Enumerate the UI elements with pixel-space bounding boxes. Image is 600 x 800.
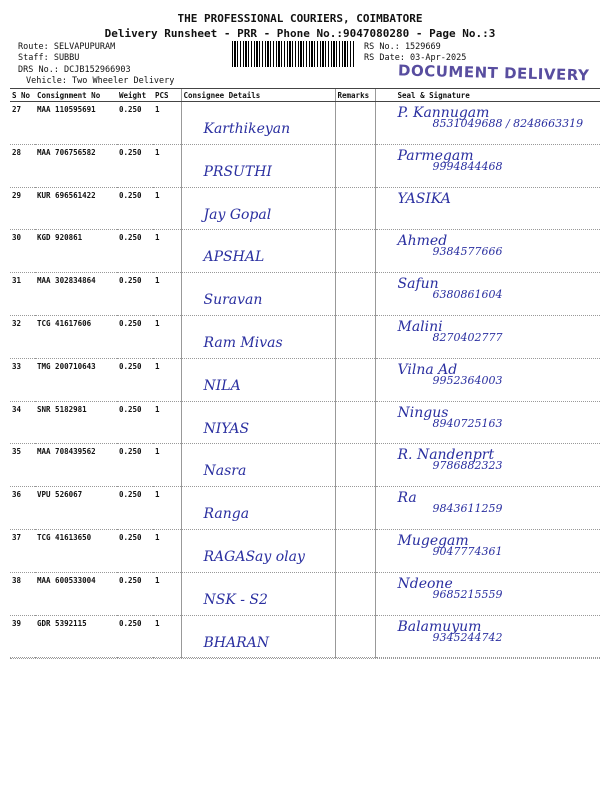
table-row	[10, 315, 600, 358]
table-row	[10, 358, 600, 401]
table-bottom-rule	[10, 658, 600, 659]
handwritten-phone: 6380861604	[432, 288, 503, 302]
staff-label: Staff: SUBBU	[18, 53, 80, 63]
row-remarks	[335, 187, 375, 230]
row-sno: 30	[10, 230, 35, 273]
row-signature-cell	[375, 358, 600, 401]
row-weight: 0.250	[117, 102, 153, 145]
row-consignee-cell	[181, 144, 335, 187]
signature: Vilna Ad	[397, 361, 458, 378]
row-consignment: SNR 5182981	[35, 401, 117, 444]
row-sno: 36	[10, 487, 35, 530]
row-weight: 0.250	[117, 487, 153, 530]
row-signature-cell	[375, 230, 600, 273]
row-signature-cell	[375, 102, 600, 145]
row-remarks	[335, 401, 375, 444]
row-remarks	[335, 444, 375, 487]
row-consignment: MAA 110595691	[35, 102, 117, 145]
handwritten-phone: 9345244742	[432, 630, 503, 644]
row-consignee-cell	[181, 315, 335, 358]
row-remarks	[335, 572, 375, 615]
row-consignment: KGD 920861	[35, 230, 117, 273]
handwritten-phone: 8270402777	[432, 330, 503, 344]
handwritten-phone: 9047774361	[432, 544, 503, 558]
row-remarks	[335, 487, 375, 530]
rs-number: RS No.: 1529669	[364, 42, 441, 52]
handwritten-phone: 9384577666	[432, 245, 503, 259]
drs-label: DRS No.: DCJB152966903	[18, 65, 131, 75]
row-signature-cell	[375, 572, 600, 615]
row-sno: 38	[10, 572, 35, 615]
row-consignment: MAA 706756582	[35, 144, 117, 187]
company-title: THE PROFESSIONAL COURIERS, COIMBATORE	[177, 12, 423, 25]
row-remarks	[335, 230, 375, 273]
handwritten-phone: 9685215559	[432, 587, 503, 601]
row-sno: 33	[10, 358, 35, 401]
table-row	[10, 102, 600, 145]
vehicle-label: Vehicle: Two Wheeler Delivery	[26, 76, 175, 86]
row-signature-cell	[375, 487, 600, 530]
table-row	[10, 401, 600, 444]
consignee-handwritten-name: PRSUTHI	[203, 163, 272, 180]
handwritten-phone: 9994844468	[432, 159, 503, 173]
row-remarks	[335, 144, 375, 187]
row-sno: 34	[10, 401, 35, 444]
row-consignee-cell	[181, 401, 335, 444]
row-consignee-cell	[181, 615, 335, 658]
row-sno: 28	[10, 144, 35, 187]
row-pcs: 1	[153, 102, 181, 145]
row-signature-cell	[375, 315, 600, 358]
row-weight: 0.250	[117, 273, 153, 316]
signature: YASIKA	[397, 190, 451, 207]
consignee-handwritten-name: NSK - S2	[203, 591, 268, 608]
consignee-handwritten-name: NIYAS	[203, 420, 250, 437]
row-signature-cell	[375, 144, 600, 187]
consignee-handwritten-name: Suravan	[203, 292, 263, 309]
row-remarks	[335, 615, 375, 658]
row-consignee-cell	[181, 273, 335, 316]
row-pcs: 1	[153, 358, 181, 401]
row-consignment: MAA 708439562	[35, 444, 117, 487]
row-remarks	[335, 102, 375, 145]
consignee-handwritten-name: APSHAL	[203, 249, 265, 266]
table-row	[10, 529, 600, 572]
table-row	[10, 487, 600, 530]
row-sno: 35	[10, 444, 35, 487]
row-consignee-cell	[181, 230, 335, 273]
row-consignment: VPU 526067	[35, 487, 117, 530]
handwritten-phone: 8940725163	[432, 416, 503, 430]
row-signature-cell	[375, 273, 600, 316]
consignee-handwritten-name: Jay Gopal	[203, 206, 272, 223]
row-remarks	[335, 358, 375, 401]
handwritten-phone: 9786882323	[432, 459, 503, 473]
row-signature-cell	[375, 401, 600, 444]
row-consignment: MAA 302834864	[35, 273, 117, 316]
col-remarks: Remarks	[335, 89, 375, 102]
consignee-handwritten-name: Ranga	[203, 506, 250, 523]
row-sno: 37	[10, 529, 35, 572]
signature: Parmegam	[397, 147, 474, 164]
row-consignment: KUR 696561422	[35, 187, 117, 230]
signature: Safun	[397, 276, 439, 293]
row-pcs: 1	[153, 273, 181, 316]
row-remarks	[335, 315, 375, 358]
consignee-handwritten-name: BHARAN	[203, 634, 270, 651]
row-pcs: 1	[153, 401, 181, 444]
table-row	[10, 144, 600, 187]
row-weight: 0.250	[117, 529, 153, 572]
table-row	[10, 615, 600, 658]
row-pcs: 1	[153, 315, 181, 358]
table-row	[10, 572, 600, 615]
table-header-row	[10, 89, 600, 102]
col-pcs: PCS	[153, 89, 181, 102]
row-weight: 0.250	[117, 401, 153, 444]
col-weight: Weight	[117, 89, 153, 102]
row-weight: 0.250	[117, 358, 153, 401]
signature: P. Kannugam	[397, 105, 490, 121]
row-weight: 0.250	[117, 444, 153, 487]
row-pcs: 1	[153, 444, 181, 487]
signature: R. Nandenprt	[397, 447, 495, 464]
row-sno: 27	[10, 102, 35, 145]
runsheet-subtitle: Delivery Runsheet - PRR - Phone No.:9047080280 - Page No.:3	[104, 27, 496, 40]
row-consignment: MAA 600533004	[35, 572, 117, 615]
row-sno: 31	[10, 273, 35, 316]
row-signature-cell	[375, 187, 600, 230]
route-label: Route: SELVAPUPURAM	[18, 42, 116, 52]
consignee-handwritten-name: RAGASay olay	[203, 548, 305, 565]
row-consignee-cell	[181, 187, 335, 230]
handwritten-phone: 8531049688 / 8248663319	[432, 117, 584, 130]
row-weight: 0.250	[117, 144, 153, 187]
row-signature-cell	[375, 444, 600, 487]
row-weight: 0.250	[117, 230, 153, 273]
handwritten-phone: 9843611259	[432, 502, 503, 516]
row-signature-cell	[375, 615, 600, 658]
consignee-handwritten-name: Karthikeyan	[203, 121, 291, 137]
row-consignment: GDR 5392115	[35, 615, 117, 658]
row-pcs: 1	[153, 529, 181, 572]
row-consignee-cell	[181, 572, 335, 615]
row-weight: 0.250	[117, 572, 153, 615]
row-consignee-cell	[181, 358, 335, 401]
row-consignment: TCG 41613650	[35, 529, 117, 572]
row-sno: 39	[10, 615, 35, 658]
signature: Ahmed	[397, 233, 448, 250]
row-pcs: 1	[153, 144, 181, 187]
row-pcs: 1	[153, 487, 181, 530]
row-weight: 0.250	[117, 615, 153, 658]
barcode	[232, 41, 354, 67]
consignee-handwritten-name: Nasra	[203, 463, 247, 480]
signature: Ningus	[397, 404, 449, 421]
signature: Ndeone	[397, 575, 453, 592]
col-signature: Seal & Signature	[375, 89, 600, 102]
row-consignee-cell	[181, 444, 335, 487]
row-remarks	[335, 529, 375, 572]
row-weight: 0.250	[117, 315, 153, 358]
row-sno: 32	[10, 315, 35, 358]
signature: Mugegam	[397, 532, 469, 549]
row-consignment: TCG 41617606	[35, 315, 117, 358]
row-consignee-cell	[181, 102, 335, 145]
row-consignee-cell	[181, 487, 335, 530]
col-consignee: Consignee Details	[181, 89, 335, 102]
row-weight: 0.250	[117, 187, 153, 230]
col-consignment: Consignment No	[35, 89, 117, 102]
row-remarks	[335, 273, 375, 316]
row-pcs: 1	[153, 187, 181, 230]
signature: Balamuyum	[397, 618, 482, 635]
consignee-handwritten-name: Ram Mivas	[203, 334, 283, 351]
row-consignee-cell	[181, 529, 335, 572]
signature: Ra	[397, 490, 417, 507]
col-sno: S No	[10, 89, 35, 102]
row-pcs: 1	[153, 572, 181, 615]
consignee-handwritten-name: NILA	[203, 377, 241, 394]
table-row	[10, 187, 600, 230]
row-sno: 29	[10, 187, 35, 230]
rs-date: RS Date: 03-Apr-2025	[364, 53, 467, 63]
runsheet-table	[10, 88, 600, 658]
row-pcs: 1	[153, 615, 181, 658]
handwritten-phone: 9952364003	[432, 373, 503, 387]
row-pcs: 1	[153, 230, 181, 273]
table-row	[10, 273, 600, 316]
document-delivery-stamp: DOCUMENT DELIVERY	[397, 61, 590, 85]
row-signature-cell	[375, 529, 600, 572]
table-row	[10, 444, 600, 487]
row-consignment: TMG 200710643	[35, 358, 117, 401]
signature: Malini	[397, 318, 443, 335]
table-row	[10, 230, 600, 273]
